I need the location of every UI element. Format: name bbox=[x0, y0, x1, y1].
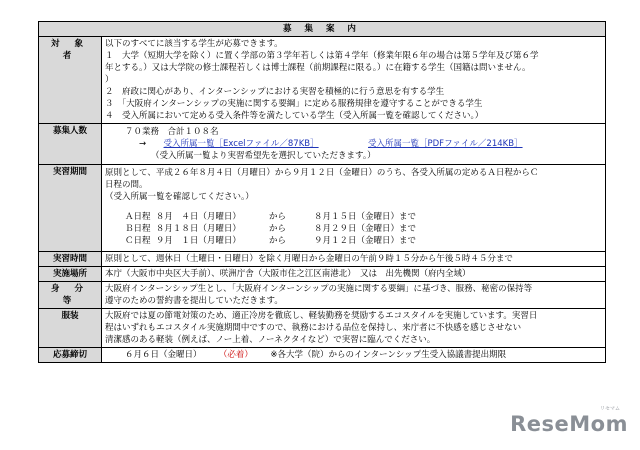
deadline-note: ※各大学（院）からのインターンシップ生受入協議書提出期限 bbox=[270, 350, 507, 360]
target-line: 年とする。）又は大学院の修士課程若しくは博士課程（前期課程に限る。）に在籍する学生（国籍は問いません。 bbox=[105, 63, 531, 73]
positions-links bbox=[105, 138, 602, 150]
positions-content bbox=[102, 124, 606, 165]
watermark-tagline: リセマム bbox=[600, 406, 620, 412]
schedule-end: ８月２９日（金曜日）まで bbox=[313, 224, 416, 234]
target-line: ４ 受入所属において定める受入条件等を満たしている学生（受入所属一覧を確認してください。） bbox=[105, 111, 484, 121]
schedule-from: から bbox=[268, 236, 286, 246]
status-content bbox=[102, 282, 606, 309]
target-line: ） bbox=[105, 75, 114, 85]
target-line: ２ 府政に関心があり、インターンシップにおける実習を積極的に行う意思を有する学生 bbox=[105, 87, 445, 97]
pdf-list-link[interactable]: 受入所属一覧［PDFファイル／214KB］ bbox=[368, 139, 523, 149]
place-text: 本庁（大阪市中央区大手前）、咲洲庁舎（大阪市住之江区南港北） 又は 出先機関（府内全域） bbox=[105, 269, 471, 279]
schedule-name: Ａ日程 bbox=[125, 212, 151, 222]
row-status bbox=[39, 282, 606, 309]
period-line: 原則として、平成２６年８月４日（月曜日）から９月１２日（金曜日）のうち、各受入所属の定めるＡ日程からＣ bbox=[105, 168, 539, 178]
recruitment-table bbox=[38, 21, 606, 363]
label-hours: 実習時間 bbox=[39, 252, 102, 267]
recruitment-guide bbox=[38, 21, 606, 363]
label-target: 対 象 者 bbox=[39, 37, 102, 124]
period-line: （受入所属一覧を確認してください。） bbox=[105, 192, 254, 202]
target-content bbox=[102, 37, 606, 124]
target-line: ３ 「大阪府インターンシップの実施に関する要綱」に定める服務規律を遵守することができる学生 bbox=[105, 99, 483, 109]
schedule-end: ８月１５日（金曜日）まで bbox=[313, 212, 416, 222]
target-line: 以下のすべてに該当する学生が応募できます。 bbox=[105, 39, 283, 49]
schedule-name: Ｂ日程 bbox=[125, 224, 151, 234]
dress-content bbox=[102, 309, 606, 348]
positions-count: ７０業務 合計１０８名 bbox=[125, 127, 219, 137]
required-badge: （必着） bbox=[218, 350, 253, 360]
target-line: １ 大学（短期大学を除く）に置く学部の第３学年若しくは第４学年（修業年限６年の場合は第５学年及び第６学 bbox=[105, 51, 539, 61]
schedule-name: Ｃ日程 bbox=[125, 236, 151, 246]
schedule-from: から bbox=[268, 212, 286, 222]
status-line: 大阪府インターンシップ生とし、「大阪府インターンシップの実施に関する要綱」に基づき、服務、秘密の保持等 bbox=[105, 284, 533, 294]
label-period: 実習期間 bbox=[39, 165, 102, 252]
page-title: 募 集 案 内 bbox=[39, 22, 606, 37]
label-status: 身 分 等 bbox=[39, 282, 102, 309]
schedule-a bbox=[105, 211, 602, 223]
schedule-start: ８月 ４日（月曜日） bbox=[155, 212, 241, 222]
resemom-logo: ReseMom bbox=[510, 412, 628, 436]
dress-line: 清潔感のある軽装（例えば、ノー上着、ノーネクタイなど）で実習に臨んでください。 bbox=[105, 335, 436, 345]
dress-line: 大阪府では夏の節電対策のため、適正冷房を徹底し、軽装勤務を奨励するエコスタイルを実施しています。実習日 bbox=[105, 311, 538, 321]
label-positions: 募集人数 bbox=[39, 124, 102, 165]
hours-content bbox=[102, 252, 606, 267]
row-positions bbox=[39, 124, 606, 165]
row-hours bbox=[39, 252, 606, 267]
deadline-date: ６月６日（金曜日） bbox=[125, 350, 202, 360]
schedule-end: ９月１２日（金曜日）まで bbox=[313, 236, 416, 246]
row-dress bbox=[39, 309, 606, 348]
period-line: 日程の間。 bbox=[105, 180, 148, 190]
label-dress: 服装 bbox=[39, 309, 102, 348]
positions-note: （受入所属一覧より実習希望先を選択していただきます。） bbox=[151, 151, 376, 161]
arrow-icon: → bbox=[139, 139, 147, 149]
label-deadline: 応募締切 bbox=[39, 348, 102, 363]
schedule-from: から bbox=[268, 224, 286, 234]
schedule-start: ８月１８日（月曜日） bbox=[155, 224, 241, 234]
row-target bbox=[39, 37, 606, 124]
row-place bbox=[39, 267, 606, 282]
schedule-b bbox=[105, 223, 602, 235]
status-line: 遵守のための誓約書を提出していただきます。 bbox=[105, 296, 283, 306]
schedule-start: ９月 １日（月曜日） bbox=[155, 236, 241, 246]
excel-list-link[interactable]: 受入所属一覧［Excelファイル／87KB］ bbox=[163, 139, 319, 149]
row-period bbox=[39, 165, 606, 252]
deadline-content bbox=[102, 348, 606, 363]
dress-line: 程はいずれもエコスタイル実施期間中ですので、執務における品位を保持し、来庁者に不快感を感じさせない bbox=[105, 323, 522, 333]
schedule-c bbox=[105, 235, 602, 247]
place-content bbox=[102, 267, 606, 282]
row-deadline bbox=[39, 348, 606, 363]
hours-text: 原則として、週休日（土曜日・日曜日）を除く月曜日から金曜日の午前９時１５分から午後５時４５分まで bbox=[105, 254, 513, 264]
label-place: 実施場所 bbox=[39, 267, 102, 282]
deadline-line bbox=[105, 349, 602, 361]
period-content bbox=[102, 165, 606, 252]
